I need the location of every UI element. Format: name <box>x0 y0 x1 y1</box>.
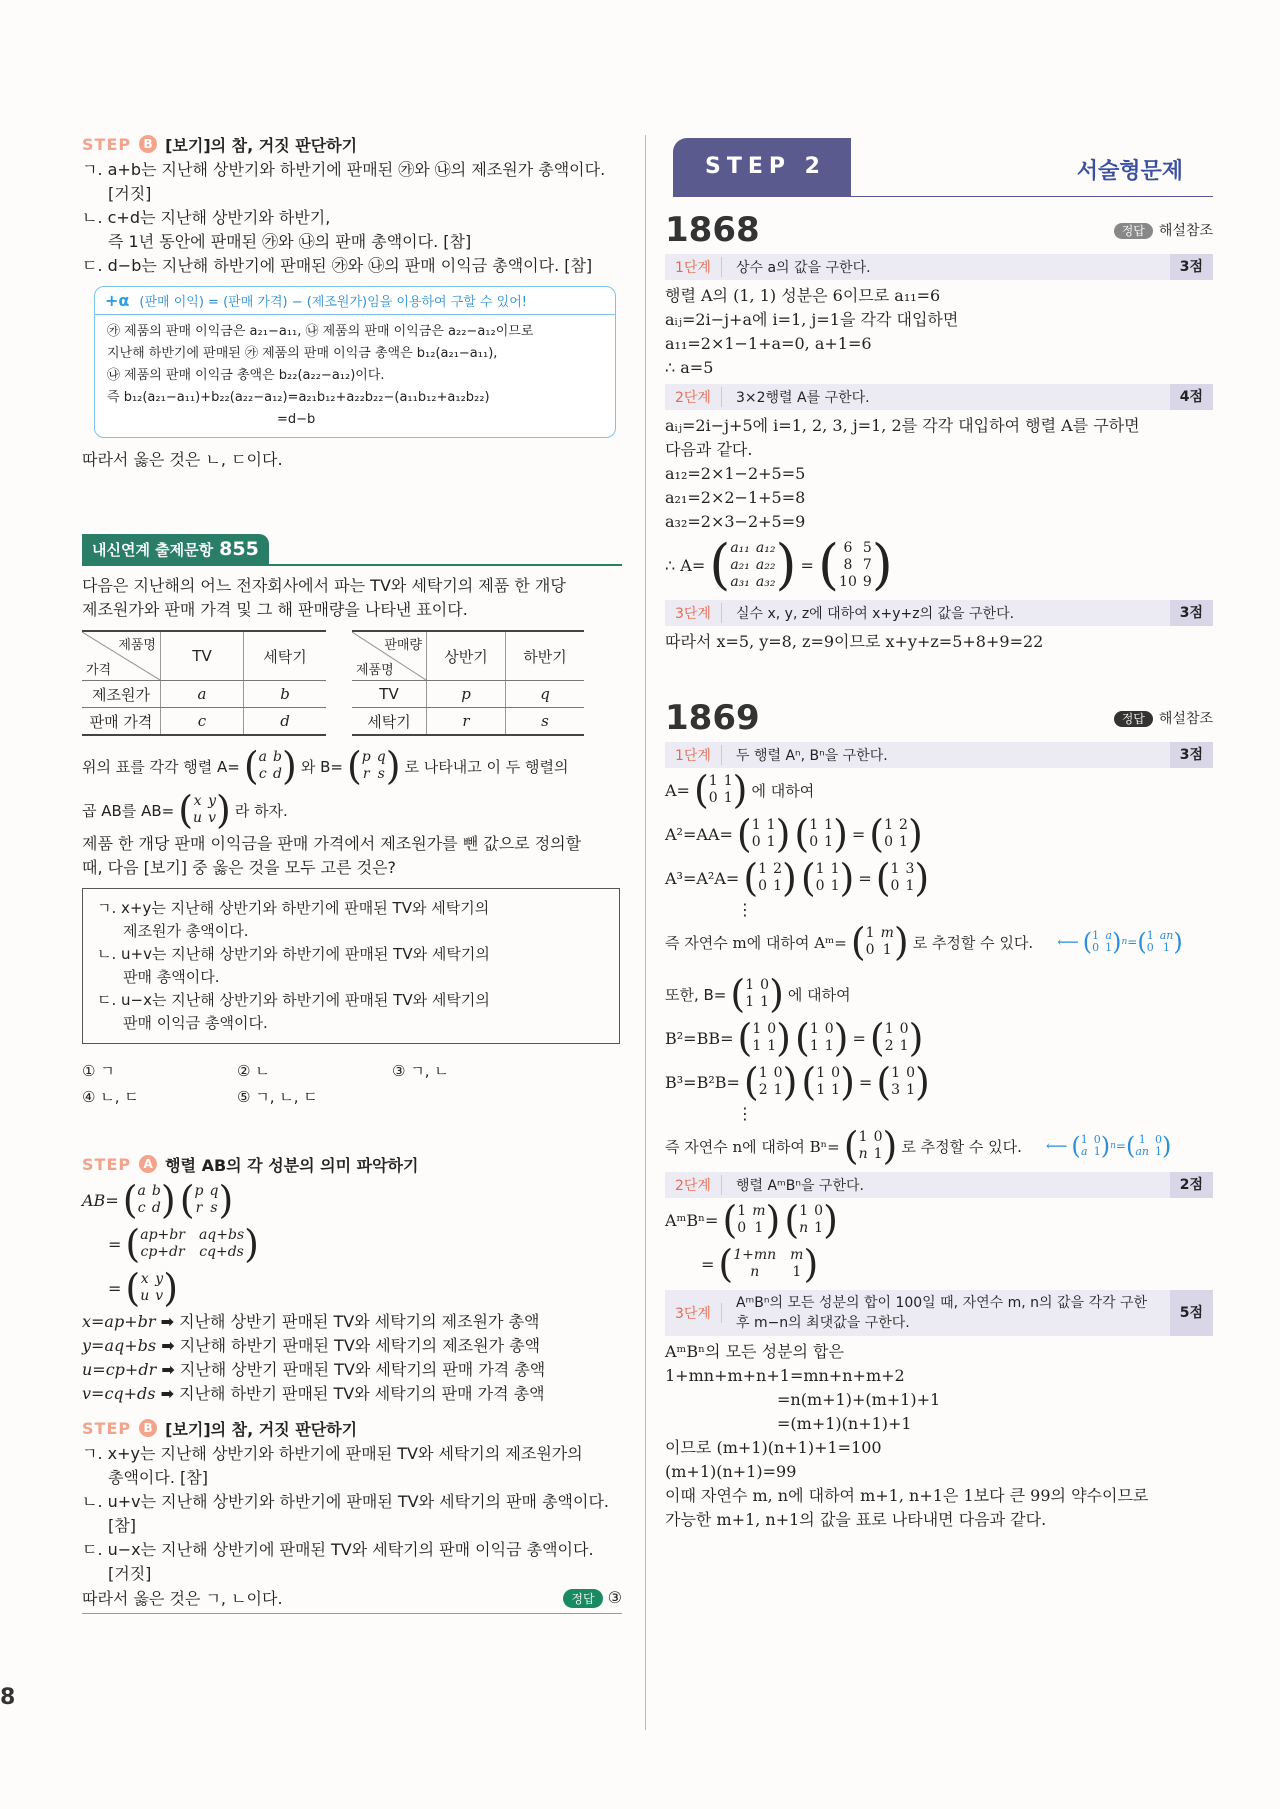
step-b2-heading: STEP B [보기]의 참, 거짓 판단하기 <box>82 1418 358 1439</box>
b1-line: ㄴ. c+d는 지난해 상반기와 하반기, <box>82 208 331 227</box>
ab-product: AB= ( a b c d ) ( p q r s ) <box>82 1178 234 1222</box>
linked-problem: 내신연계 출제문항 855 다음은 지난해의 어느 전자회사에서 파는 TV와 세탁기의 제품 한 개당 제조원가와 판매 가격 및 그 해 판매량을 나타낸 표이다. 제품명 가격 TV 세탁기 제조원가 a b 판매 가격 c d 판매량 제품명 상반기 하반기 TV p q 세탁기 r s 위의 표를 각각 행렬 A= ( a b c d ) 와 B= ( p q r s ) 로 나타내고 이 두 행렬의 곱 AB를 AB= ( x y u v ) 라 하자. 제품 한 개당 판매 이익금을 판매 가격에서 제조원가를 뺀 값으로 정의할 때, 다음 [보기] 중 옳은 것을 모두 고른 것은? ㄱ. x+y는 지난해 상반기와 하반기에 판매된 TV와 세탁기의 제조원가 총액이다. ㄴ. u+v는 지난해 상반기와 하반기에 판매된 TV와 세탁기의 판매 총액이다. ㄷ. u−x는 지난해 상반기와 하반기에 판매된 TV와 세탁기의 판매 이익금 총액이다. ① ㄱ ② ㄴ ③ ㄱ, ㄴ ④ ㄴ, ㄷ ⑤ ㄱ, ㄴ, ㄷ <box>82 532 622 1110</box>
answer-badge: 정답 <box>563 1589 602 1608</box>
matrix-AB: ( x y u v ) <box>178 788 231 832</box>
meanings: x=ap+br ➡ 지난해 상반기 판매된 TV와 세탁기의 제조원가 총액 y=aq+bs ➡ 지난해 하반기 판매된 TV와 세탁기의 제조원가 총액 u=cp+dr ➡ 지난해 상반기 판매된 TV와 세탁기의 판매 가격 총액 v=cq+ds ➡ 지난해 하반기 판매된 TV와 세탁기의 판매 가격 총액 <box>82 1312 546 1403</box>
option[interactable]: ③ ㄱ, ㄴ <box>392 1062 449 1080</box>
final-answer-row: 따라서 옳은 것은 ㄱ, ㄴ이다. 정답 ③ <box>82 1586 622 1614</box>
b1-line: ㄷ. d−b는 지난해 하반기에 판매된 ㉮와 ㉯의 판매 이익금 총액이다. [참] <box>82 256 593 275</box>
question-1869-header: 1869 정답 해설참조 <box>665 698 1213 738</box>
stage: 1단계 상수 a의 값을 구한다. 3점 <box>665 254 1213 280</box>
matrix-B: ( p q r s ) <box>346 744 401 788</box>
stage: 2단계 행렬 AᵐBⁿ을 구한다. 2점 <box>665 1172 1213 1198</box>
answer-options <box>82 1058 622 1110</box>
b1-line: ㄱ. a+b는 지난해 상반기와 하반기에 판매된 ㉮와 ㉯의 제조원가 총액이다. <box>82 160 606 179</box>
matrix-A-result: ∴ A= ( a₁₁ a₁₂ a₂₁ a₂₂ a₃₁ a₃₂ ) = ( 6 5 8 7 10 9 ) <box>665 533 893 596</box>
stage: 3단계 실수 x, y, z에 대하여 x+y+z의 값을 구한다. 3점 <box>665 600 1213 626</box>
matrix-definition: 위의 표를 각각 행렬 A= ( a b c d ) 와 B= ( p q r s ) 로 나타내고 이 두 행렬의 <box>82 744 569 788</box>
option[interactable]: ④ ㄴ, ㄷ <box>82 1088 139 1106</box>
left-column: STEP B [보기]의 참, 거짓 판단하기 ㄱ. a+b는 지난해 상반기와 하반기에 판매된 ㉮와 ㉯의 제조원가 총액이다. [거짓] ㄴ. c+d는 지난해 상반기와 하반기, 즉 1년 동안에 판매된 ㉮와 ㉯의 판매 총액이다. [참] ㄷ. d−b는 지난해 하반기에 판매된 ㉮와 ㉯의 판매 이익금 총액이다. [참] +α (판매 이익) = (판매 가격) − (제조원가)임을 이용하여 구할 수 있어! ㉮ 제품의 판매 이익금은 a₂₁−a₁₁, ㉯ 제품의 판매 이익금은 a₂₂−a₁₂이므로 지난해 하반기에 판매된 ㉮ 제품의 판매 이익금 총액은 b₁₂(a₂₁−a₁₁), ㉯ 제품의 판매 이익금 총액은 b₂₂(a₂₂−a₁₂)이다. 즉 b₁₂(a₂₁−a₁₁)+b₂₂(a₂₂−a₁₂)=a₂₁b₁₂+a₂₂b₂₂−(a₁₁b₁₂+a₁₂b₂₂) =d−b 따라서 옳은 것은 ㄴ, ㄷ이다. 내신연계 출제문항 855 다음은 지난해의 어느 전자회사에서 파는 TV와 세탁기의 제품 한 개당 제조원가와 판매 가격 및 그 해 판매량을 나타낸 표이다. 제품명 가격 TV 세탁기 제조원가 a b 판매 가격 c d 판매량 제품명 상반기 하반기 TV p q 세탁기 r s 위의 표를 각각 행렬 A= ( a b c d ) 와 B= ( p q r s ) 로 나타내고 이 두 행렬의 곱 AB를 AB= ( x y u v ) 라 하자. 제품 한 개당 판매 이익금을 판매 가격에서 제조원가를 뺀 값으로 정의할 때, 다음 [보기] 중 옳은 것을 모두 고른 것은? ㄱ. x+y는 지난해 상반기와 하반기에 판매된 TV와 세탁기의 제조원가 총액이다. ㄴ. u+v는 지난해 상반기와 하반기에 판매된 TV와 세탁기의 판매 총액이다. ㄷ. u−x는 지난해 상반기와 하반기에 판매된 TV와 세탁기의 판매 이익금 총액이다. ① ㄱ ② ㄴ ③ ㄱ, ㄴ ④ ㄴ, ㄷ ⑤ ㄱ, ㄴ, ㄷ STEP A 행렬 AB의 각 성분의 의미 파악하기 AB= ( a b c d ) ( p q r s ) = ( ap+br aq+bs cp+dr cq+ds ) = ( x y u v ) x=ap+br ➡ 지난해 상반기 판매된 TV와 세탁기의 제조원가 총액 y=aq+bs ➡ 지난해 하반기 판매된 TV와 세탁기의 제조원가 총액 u=cp+dr ➡ 지난해 상반기 판매된 TV와 세탁기의 판매 가격 총액 v=cq+ds ➡ 지난해 하반기 판매된 TV와 세탁기의 판매 가격 총액 STEP B [보기]의 참, 거짓 판단하기 ㄱ. x+y는 지난해 상반기와 하반기에 판매된 TV와 세탁기의 제조원가의 총액이다. [참] ㄴ. u+v는 지난해 상반기와 하반기에 판매된 TV와 세탁기의 판매 총액이다. [참] ㄷ. u−x는 지난해 상반기에 판매된 TV와 세탁기의 판매 이익금 총액이다. [거짓] 따라서 옳은 것은 ㄱ, ㄴ이다. 정답 ③ <box>82 130 622 1614</box>
stage: 1단계 두 행렬 Aⁿ, Bⁿ을 구한다. 3점 <box>665 742 1213 768</box>
ab-result: = ( x y u v ) <box>108 1266 179 1310</box>
ab-expanded: = ( ap+br aq+bs cp+dr cq+ds ) <box>108 1222 259 1266</box>
option[interactable]: ① ㄱ <box>82 1062 115 1080</box>
tip-header: +α (판매 이익) = (판매 가격) − (제조원가)임을 이용하여 구할 수 있어! <box>95 287 615 315</box>
left-arrow-icon: ⟵ <box>1057 933 1079 951</box>
bogi-box: ㄱ. x+y는 지난해 상반기와 하반기에 판매된 TV와 세탁기의 제조원가 총액이다. ㄴ. u+v는 지난해 상반기와 하반기에 판매된 TV와 세탁기의 판매 총액이다. ㄷ. u−x는 지난해 상반기와 하반기에 판매된 TV와 세탁기의 판매 이익금 총액이다. <box>82 888 620 1044</box>
tip-body: ㉮ 제품의 판매 이익금은 a₂₁−a₁₁, ㉯ 제품의 판매 이익금은 a₂₂−a₁₂이므로 지난해 하반기에 판매된 ㉮ 제품의 판매 이익금 총액은 b₁₂(a₂₁−a₁₁), ㉯ 제품의 판매 이익금 총액은 b₂₂(a₂₂−a₁₂)이다. 즉 b₁₂(a₂₁−a₁₁)+b₂₂(a₂₂−a₁₂)=a₂₁b₁₂+a₂₂b₂₂−(a₁₁b₁₂+a₁₂b₂₂) =d−b <box>107 324 534 427</box>
option[interactable]: ⑤ ㄱ, ㄴ, ㄷ <box>237 1088 318 1106</box>
step-a-heading: STEP A 행렬 AB의 각 성분의 의미 파악하기 <box>82 1154 419 1175</box>
step-b-heading: STEP B [보기]의 참, 거짓 판단하기 <box>82 134 358 155</box>
stage: 3단계 AᵐBⁿ의 모든 성분의 합이 100일 때, 자연수 m, n의 값을 각각 구한 후 m−n의 최댓값을 구한다. 5점 <box>665 1290 1213 1336</box>
step2-banner <box>665 130 1213 196</box>
answer: ③ <box>607 1587 622 1607</box>
plus-alpha-icon: +α <box>105 291 130 310</box>
problem-header: 내신연계 출제문항 855 <box>82 532 622 566</box>
left-arrow-icon: ⟵ <box>1045 1137 1068 1155</box>
conclusion: 따라서 옳은 것은 ㄴ, ㄷ이다. <box>82 450 283 469</box>
stage: 2단계 3×2행렬 A를 구한다. 4점 <box>665 384 1213 410</box>
product-definition: 곱 AB를 AB= ( x y u v ) 라 하자. <box>82 788 288 832</box>
matrix-A: ( a b c d ) <box>243 744 297 788</box>
tip-box <box>94 286 616 438</box>
section-title: 서술형문제 <box>1076 159 1183 184</box>
sales-table: 판매량 제품명 상반기 하반기 TV p q 세탁기 r s <box>352 630 584 736</box>
column-divider <box>645 135 646 1730</box>
page-number: 8 <box>0 1685 16 1710</box>
price-table: 제품명 가격 TV 세탁기 제조원가 a b 판매 가격 c d <box>82 630 326 736</box>
step2-label: STEP 2 <box>673 138 851 196</box>
question-1868-header: 1868 정답 해설참조 <box>665 210 1213 250</box>
b1-line: [거짓] <box>108 184 152 203</box>
tables <box>82 630 622 736</box>
right-column: STEP 2 서술형문제 1868 정답 해설참조 1단계 상수 a의 값을 구한다. 3점 행렬 A의 (1, 1) 성분은 6이므로 a₁₁=6 aᵢⱼ=2i−j+a에 i=1, j=1을 각각 대입하면 a₁₁=2×1−1+a=0, a+1=6 ∴ a=5 2단계 3×2행렬 A를 구한다. 4점 aᵢⱼ=2i−j+5에 i=1, 2, 3, j=1, 2를 각각 대입하여 행렬 A를 구하면 다음과 같다. a₁₂=2×1−2+5=5 a₂₁=2×2−1+5=8 a₃₂=2×3−2+5=9 ∴ A= ( a₁₁ a₁₂ a₂₁ a₂₂ a₃₁ a₃₂ ) = ( 6 5 8 7 10 9 ) 3단계 실수 x, y, z에 대하여 x+y+z의 값을 구한다. 3점 따라서 x=5, y=8, z=9이므로 x+y+z=5+8+9=22 1869 정답 해설참조 1단계 두 행렬 Aⁿ, Bⁿ을 구한다. 3점 A= ( 1 1 0 1 ) 에 대하여 A²=AA= ( 1 1 0 1 ) ( 1 1 0 1 ) = ( 1 2 0 1 ) A³=A²A= ( 1 2 0 1 ) ( 1 1 0 1 ) = ( 1 3 0 1 ) ⋮ 즉 자연수 m에 대하여 Aᵐ= ( 1 m 0 1 ) 로 추정할 수 있다. ⟵ ( 1 a 0 1 ) n = ( 1 an 0 1 ) 또한, B= ( 1 0 1 1 ) 에 대하여 B²=BB= ( 1 0 1 1 ) ( 1 0 1 1 ) = ( 1 0 2 1 ) B³=B²B= ( 1 0 2 1 ) ( 1 0 1 1 ) = ( 1 0 3 1 ) ⋮ 즉 자연수 n에 대하여 Bⁿ= ( 1 0 n 1 ) 로 추정할 수 있다. ⟵ ( 1 0 a 1 ) n = ( 1 0 an 1 ) 2단계 행렬 AᵐBⁿ을 구한다. 2점 AᵐBⁿ= ( 1 m 0 1 ) ( 1 0 n 1 ) = ( 1+mn m n 1 ) 3단계 AᵐBⁿ의 모든 성분의 합이 100일 때, 자연수 m, n의 값을 각각 구한 후 m−n의 최댓값을 구한다. 5점 AᵐBⁿ의 모든 성분의 합은 1+mn+m+n+1=mn+n+m+2 =n(m+1)+(m+1)+1 =(m+1)(n+1)+1 이므로 (m+1)(n+1)+1=100 (m+1)(n+1)=99 이때 자연수 m, n에 대하여 m+1, n+1은 1보다 큰 99의 약수이므로 가능한 m+1, n+1의 값을 표로 나타내면 다음과 같다. <box>665 130 1213 1532</box>
option[interactable]: ② ㄴ <box>237 1062 270 1080</box>
b1-line: 즉 1년 동안에 판매된 ㉮와 ㉯의 판매 총액이다. [참] <box>108 232 472 251</box>
